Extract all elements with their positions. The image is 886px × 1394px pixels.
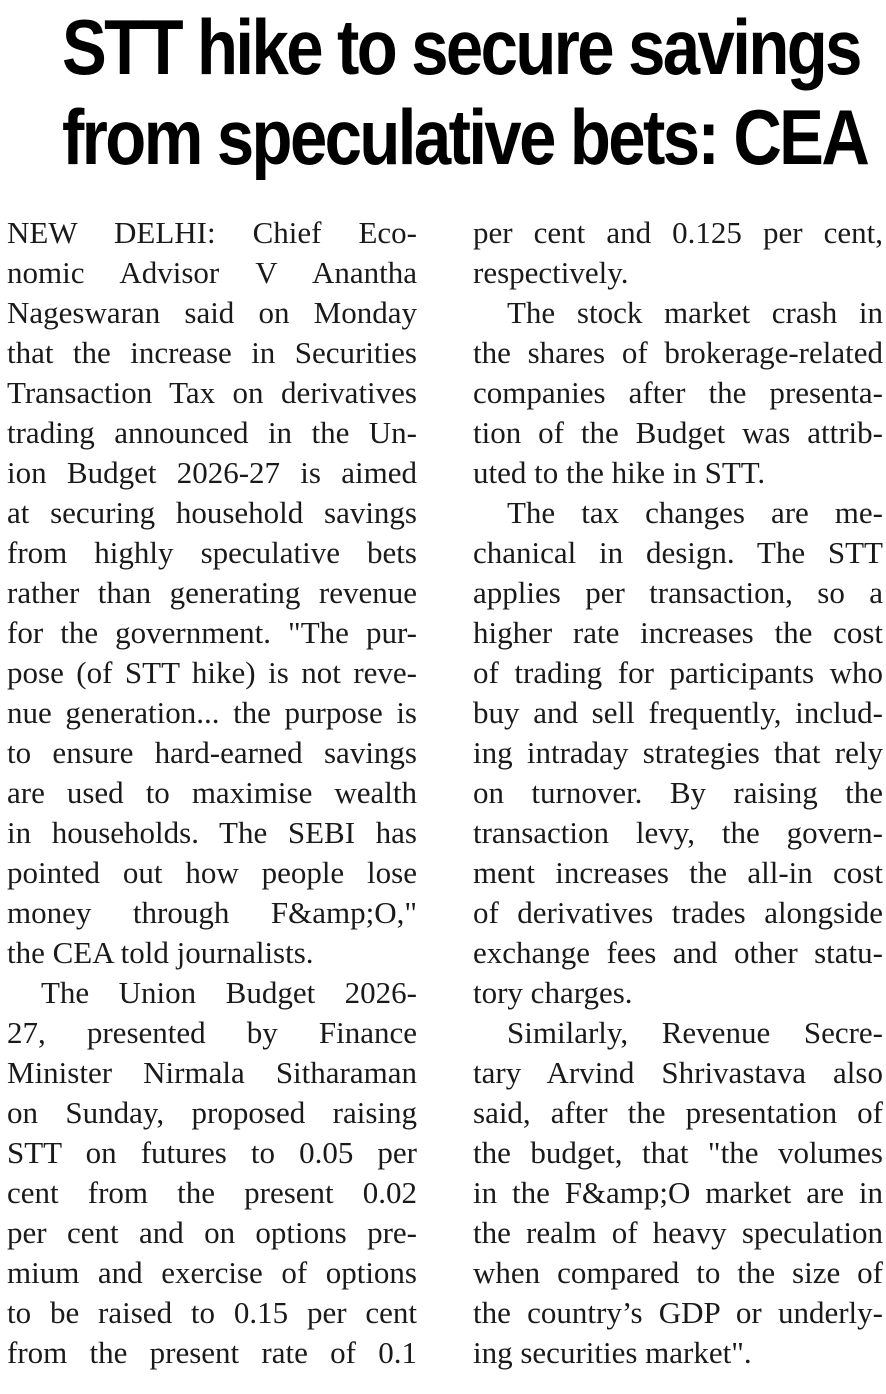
text-line: STT on futures to 0.05 per (7, 1135, 417, 1170)
text-line: to be raised to 0.15 per cent (7, 1295, 417, 1330)
text-line: when compared to the size of (473, 1255, 883, 1290)
text-line: the CEA told journalists. (7, 935, 314, 970)
text-line: money through F&amp;O," (7, 895, 417, 930)
text-line: chanical in design. The STT (473, 535, 883, 570)
text-line: on Sunday, proposed raising (7, 1095, 417, 1130)
text-line: The stock market crash in (507, 295, 883, 330)
text-line: from the present rate of 0.1 (7, 1335, 417, 1370)
text-line: nomic Advisor V Anantha (7, 255, 417, 290)
text-line: trading announced in the Un- (7, 415, 417, 450)
text-line: cent from the present 0.02 (7, 1175, 417, 1210)
text-line: uted to the hike in STT. (473, 455, 766, 490)
text-line: ion Budget 2026-27 is aimed (7, 455, 417, 490)
text-line: The Union Budget 2026- (41, 975, 417, 1010)
text-line: exchange fees and other statu- (473, 935, 883, 970)
text-line: pointed out how people lose (7, 855, 417, 890)
text-line: ing securities market". (473, 1335, 752, 1370)
text-line: buy and sell frequently, includ- (473, 695, 883, 730)
text-line: pose (of STT hike) is not reve- (7, 655, 417, 690)
text-line: companies after the presenta- (473, 375, 883, 410)
text-line: tion of the Budget was attrib- (473, 415, 883, 450)
text-line: rather than generating revenue (7, 575, 417, 610)
text-line: from highly speculative bets (7, 535, 417, 570)
text-line: per cent and on options pre- (7, 1215, 417, 1250)
headline-line-1: STT hike to secure savings (62, 3, 860, 91)
text-line: in households. The SEBI has (7, 815, 417, 850)
headline-line-2: from speculative bets: CEA (62, 93, 868, 181)
text-line: that the increase in Securities (7, 335, 417, 370)
text-line: tary Arvind Shrivastava also (473, 1055, 883, 1090)
text-line: for the government. "The pur- (7, 615, 417, 650)
text-line: respectively. (473, 255, 629, 290)
text-line: mium and exercise of options (7, 1255, 417, 1290)
text-line: are used to maximise wealth (7, 775, 417, 810)
article-column-left (7, 213, 417, 1373)
article-column-right (473, 213, 883, 1373)
text-line: the shares of brokerage-related (473, 335, 883, 370)
headline (62, 2, 868, 182)
text-line: in the F&amp;O market are in (473, 1175, 883, 1210)
text-line: nue generation... the purpose is (7, 695, 417, 730)
text-line: The tax changes are me- (507, 495, 883, 530)
text-line: Minister Nirmala Sitharaman (7, 1055, 417, 1090)
text-line: tory charges. (473, 975, 633, 1010)
text-line: per cent and 0.125 per cent, (473, 215, 883, 250)
text-line: of trading for participants who (473, 655, 883, 690)
text-line: the budget, that "the volumes (473, 1135, 883, 1170)
text-line: the realm of heavy speculation (473, 1215, 883, 1250)
text-line: of derivatives trades alongside (473, 895, 883, 930)
text-line: higher rate increases the cost (473, 615, 883, 650)
text-line: said, after the presentation of (473, 1095, 883, 1130)
text-line: 27, presented by Finance (7, 1015, 417, 1050)
text-line: NEW DELHI: Chief Eco- (7, 215, 417, 250)
text-line: to ensure hard-earned savings (7, 735, 417, 770)
text-line: at securing household savings (7, 495, 417, 530)
text-line: Nageswaran said on Monday (7, 295, 417, 330)
text-line: ment increases the all-in cost (473, 855, 883, 890)
text-line: applies per transaction, so a (473, 575, 883, 610)
text-line: Similarly, Revenue Secre- (507, 1015, 883, 1050)
text-line: ing intraday strategies that rely (473, 735, 883, 770)
text-line: Transaction Tax on derivatives (7, 375, 417, 410)
text-line: transaction levy, the govern- (473, 815, 883, 850)
text-line: on turnover. By raising the (473, 775, 883, 810)
text-line: the country’s GDP or underly- (473, 1295, 883, 1330)
